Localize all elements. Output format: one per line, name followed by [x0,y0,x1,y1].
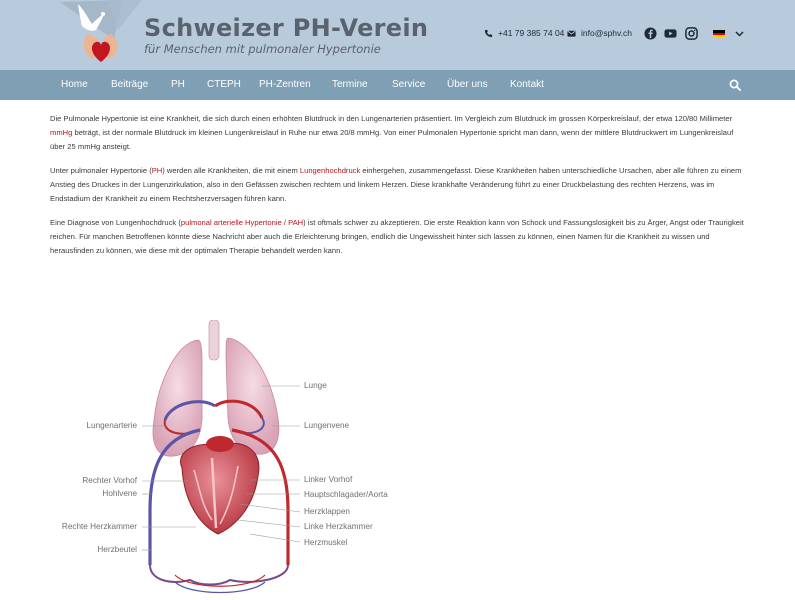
logo-subtitle: für Menschen mit pulmonaler Hypertonie [144,42,381,56]
paragraph-text: beträgt, ist der normale Blutdruck im kleinen Lungenkreislauf in Ruhe nur etwa 20/8 mmHg. Von einer Pulmonalen Hypertonie spricht man dann, wenn der mittlere Blutdruckwert im Lungenkreislauf über 25 mmHg ansteigt. [50,128,734,152]
label-hohlvene: Hohlvene [102,489,137,498]
main-content [50,112,744,267]
email-address: info@sphv.ch [581,28,632,38]
youtube-icon[interactable] [664,27,677,40]
label-aorta: Hauptschlagader/Aorta [304,490,388,499]
nav-ph-zentren[interactable]: PH-Zentren [259,79,311,90]
paragraph-1 [50,112,744,154]
nav-kontakt[interactable]: Kontakt [510,79,544,90]
envelope-icon [567,29,576,38]
heart-lung-illustration [50,320,450,600]
paragraph-2 [50,164,744,206]
link-lungenhochdruck[interactable]: Lungenhochdruck [299,165,361,175]
label-rechte-herzkammer: Rechte Herzkammer [61,522,137,531]
label-lunge: Lunge [304,381,327,390]
nav-termine[interactable]: Termine [332,79,368,90]
paragraph-text: Die Pulmonale Hypertonie ist eine Krankheit, die sich durch einen erhöhten Blutdruck in den Lungenarterien präsentiert. Im Vergleich zum Blutdruck im grossen Körperkreislauf, der etwa 120/80 Millimeter [50,114,733,123]
main-navigation [0,70,795,100]
label-lungenvene: Lungenvene [304,421,350,430]
chevron-down-icon [735,31,744,37]
header [0,0,795,70]
link-mmhg[interactable]: mmHg [50,128,73,138]
label-herzmuskel: Herzmuskel [304,538,348,547]
heart-lung-diagram [50,320,450,600]
paragraph-text: einhergehen, zusammengefasst. Diese Krankheiten haben unterschiedliche Ursachen, aber alle führen zu einem Anstieg des Druckes in der Lungenzirkulation, also in den Gefässen zwischen rechtem und linkem Herzen. Diese krankhafte Veränderung führt zu einer Druckbelastung des rechten Herzens, was im Endstadium der Krankheit zu einem Rechtsherzversagen führen kann. [50,165,742,203]
nav-service[interactable]: Service [392,79,426,90]
paragraph-3 [50,216,744,258]
link-ph[interactable]: PH [151,165,163,175]
german-flag-icon [713,30,725,38]
logo-title: Schweizer PH-Verein [144,14,429,42]
label-linker-vorhof: Linker Vorhof [304,475,353,484]
facebook-icon[interactable] [644,27,657,40]
label-herzbeutel: Herzbeutel [97,545,137,554]
link-pah[interactable]: pulmonal arterielle Hypertonie / PAH [180,217,304,227]
phone-icon [484,29,493,38]
paragraph-text: ) werden alle Krankheiten, die mit einem [162,165,300,175]
logo[interactable] [52,0,429,70]
nav-ueber-uns[interactable]: Über uns [447,79,488,90]
paragraph-text: Unter pulmonaler Hypertonie ( [50,165,152,175]
nav-cteph[interactable]: CTEPH [207,79,241,90]
language-switcher[interactable] [713,30,744,38]
search-icon[interactable] [729,79,741,91]
paragraph-text: ) ist oftmals schwer zu akzeptieren. Die erste Reaktion kann von Schock und Fassungslosigkeit bis zu Ärger, Angst oder Traurigkeit reichen. Für manchen Betroffenen könnte diese Nachricht aber auch die Erleichterung bringen, endlich die Ungewissheit hinter sich lassen zu können, einen Namen für die Krankheit zu wissen und herausfinden zu können, wie diese mit der optimalen Therapie behandelt werden kann. [50,217,744,255]
nav-beitraege[interactable]: Beiträge [111,79,149,90]
label-herzklappen: Herzklappen [304,507,350,516]
label-linke-herzkammer: Linke Herzkammer [304,522,373,531]
instagram-icon[interactable] [685,27,698,40]
nav-home[interactable]: Home [61,79,88,90]
nav-ph[interactable]: PH [171,79,185,90]
paragraph-text: Eine Diagnose von Lungenhochdruck ( [50,217,181,227]
email-link[interactable] [567,28,632,38]
phone-number: +41 79 385 74 04 [498,28,565,38]
label-rechter-vorhof: Rechter Vorhof [82,476,137,485]
label-lungenarterie: Lungenarterie [86,421,137,430]
phone-link[interactable] [484,28,564,38]
